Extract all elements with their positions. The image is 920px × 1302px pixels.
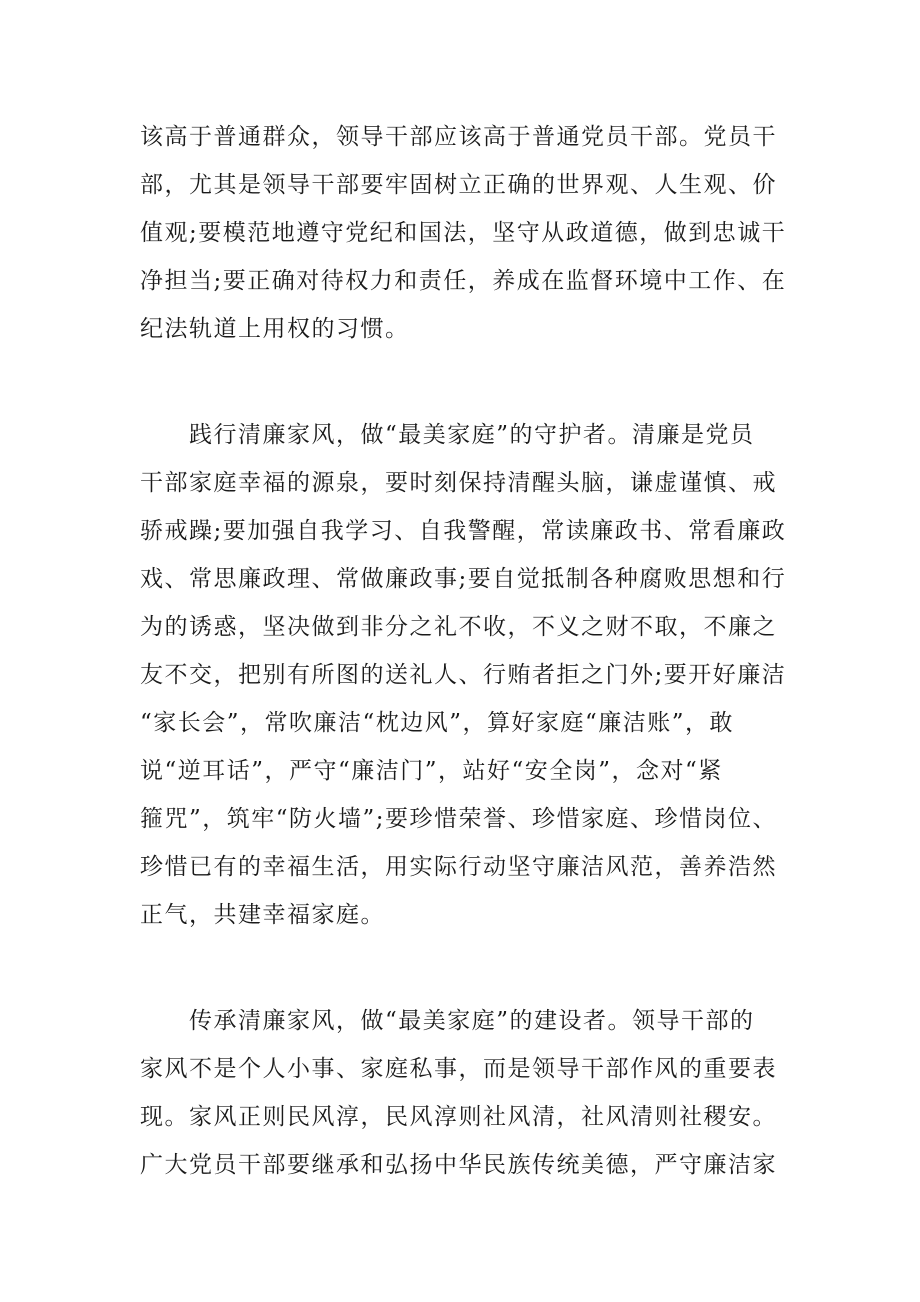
- text-line: 纪法轨道上用权的习惯。: [140, 316, 410, 342]
- text-line: 广大党员干部要继承和弘扬中华民族传统美德，严守廉洁家: [140, 1152, 777, 1178]
- text-line: 正气，共建幸福家庭。: [140, 902, 385, 928]
- text-line: 珍惜已有的幸福生活，用实际行动坚守廉洁风范，善养浩然: [140, 854, 777, 880]
- text-line: 说“逆耳话”，严守“廉洁门”，站好“安全岗”，念对“紧: [140, 758, 723, 784]
- text-line: 值观;要模范地遵守党纪和国法，坚守从政道德，做到忠诚干: [140, 220, 787, 246]
- text-line: 传承清廉家风，做“最美家庭”的建设者。领导干部的: [140, 1008, 755, 1034]
- text-line: 戏、常思廉政理、常做廉政事;要自觉抵制各种腐败思想和行: [140, 566, 787, 592]
- paragraph-2: [140, 411, 788, 939]
- text-line: 箍咒”，筑牢“防火墙”;要珍惜荣誉、珍惜家庭、珍惜岗位、: [140, 806, 778, 832]
- paragraph-1: [140, 113, 788, 353]
- text-line: 骄戒躁;要加强自我学习、自我警醒，常读廉政书、常看廉政: [140, 518, 787, 544]
- text-line: 干部家庭幸福的源泉，要时刻保持清醒头脑，谦虚谨慎、戒: [140, 470, 777, 496]
- text-line: “家长会”，常吹廉洁“枕边风”，算好家庭“廉洁账”，敢: [140, 710, 735, 736]
- text-line: 现。家风正则民风淳，民风淳则社风清，社风清则社稷安。: [140, 1104, 777, 1130]
- paragraph-3: [140, 997, 788, 1189]
- text-line: 践行清廉家风，做“最美家庭”的守护者。清廉是党员: [140, 422, 755, 448]
- text-line: 为的诱惑，坚决做到非分之礼不收，不义之财不取，不廉之: [140, 614, 777, 640]
- text-line: 该高于普通群众，领导干部应该高于普通党员干部。党员干: [140, 124, 777, 150]
- text-line: 家风不是个人小事、家庭私事，而是领导干部作风的重要表: [140, 1056, 777, 1082]
- text-line: 部，尤其是领导干部要牢固树立正确的世界观、人生观、价: [140, 172, 777, 198]
- text-line: 友不交，把别有所图的送礼人、行贿者拒之门外;要开好廉洁: [140, 662, 787, 688]
- text-line: 净担当;要正确对待权力和责任，养成在监督环境中工作、在: [140, 268, 787, 294]
